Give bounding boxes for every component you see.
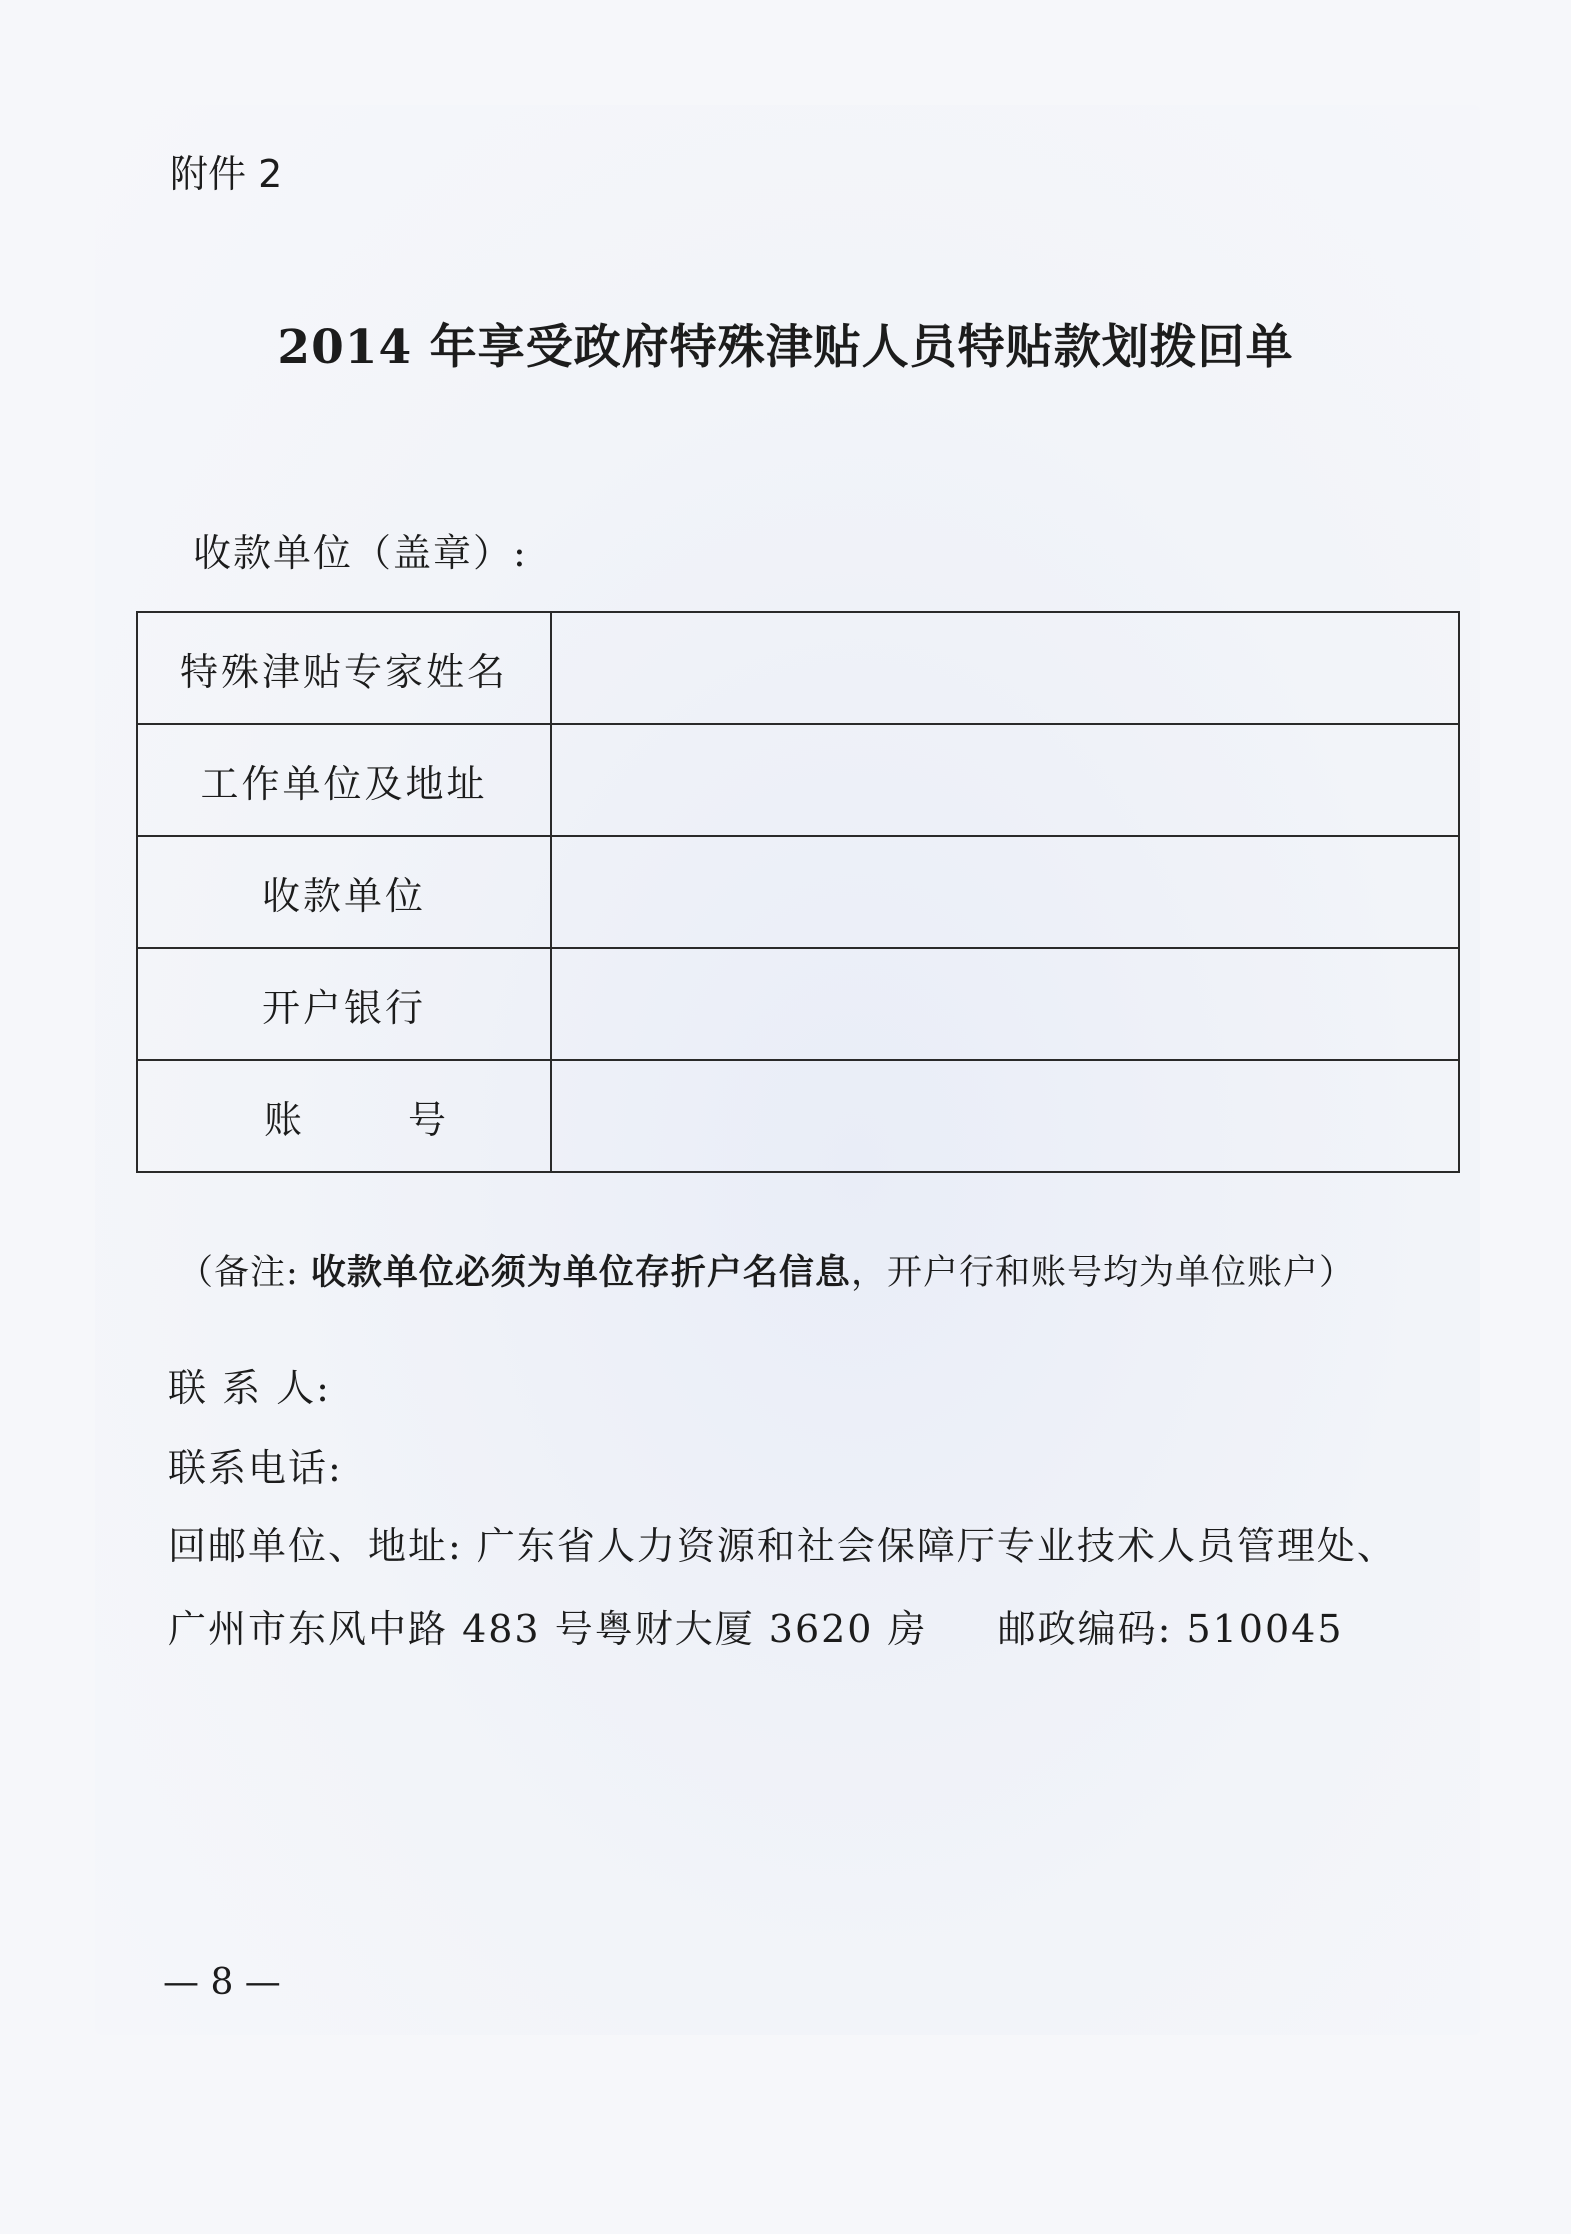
form-row-account — [137, 1060, 1459, 1172]
document-title: 2014 年享受政府特殊津贴人员特贴款划拨回单 — [277, 320, 1294, 375]
work-unit-address-label: 工作单位及地址 — [137, 724, 551, 836]
note-bold-text: 收款单位必须为单位存折户名信息 — [310, 1252, 851, 1293]
return-address-text: 广州市东风中路 483 号粤财大厦 3620 房 — [168, 1607, 928, 1651]
form-row-expert-name — [137, 612, 1459, 724]
note-suffix: ，开户行和账号均为单位账户） — [850, 1253, 1355, 1293]
postal-code: 邮政编码: 510045 — [997, 1607, 1344, 1651]
account-label-part-1: 账 — [264, 1097, 306, 1142]
page-number: — 8 — — [163, 1962, 281, 2003]
account-label-part-2: 号 — [407, 1097, 449, 1142]
contact-phone-label: 联系电话: — [168, 1446, 343, 1490]
remittance-form-table — [136, 611, 1460, 1173]
expert-name-label: 特殊津贴专家姓名 — [137, 612, 551, 724]
form-row-work-unit — [137, 724, 1459, 836]
attachment-label: 附件 2 — [170, 152, 283, 196]
remark-note — [178, 1245, 1355, 1295]
account-number-field[interactable] — [551, 1060, 1459, 1172]
note-prefix: （备注: — [178, 1253, 311, 1293]
bank-label: 开户银行 — [137, 948, 551, 1060]
return-address-line-2 — [168, 1598, 1344, 1653]
return-address-line-1: 回邮单位、地址: 广东省人力资源和社会保障厅专业技术人员管理处、 — [168, 1524, 1397, 1568]
contact-person-label: 联 系 人: — [168, 1366, 331, 1410]
work-unit-address-field[interactable] — [551, 724, 1459, 836]
payee-unit-label: 收款单位 — [137, 836, 551, 948]
account-number-label — [137, 1060, 551, 1172]
payee-stamp-label: 收款单位（盖章）: — [193, 531, 528, 575]
bank-field[interactable] — [551, 948, 1459, 1060]
form-row-bank — [137, 948, 1459, 1060]
payee-unit-field[interactable] — [551, 836, 1459, 948]
form-row-payee-unit — [137, 836, 1459, 948]
expert-name-field[interactable] — [551, 612, 1459, 724]
